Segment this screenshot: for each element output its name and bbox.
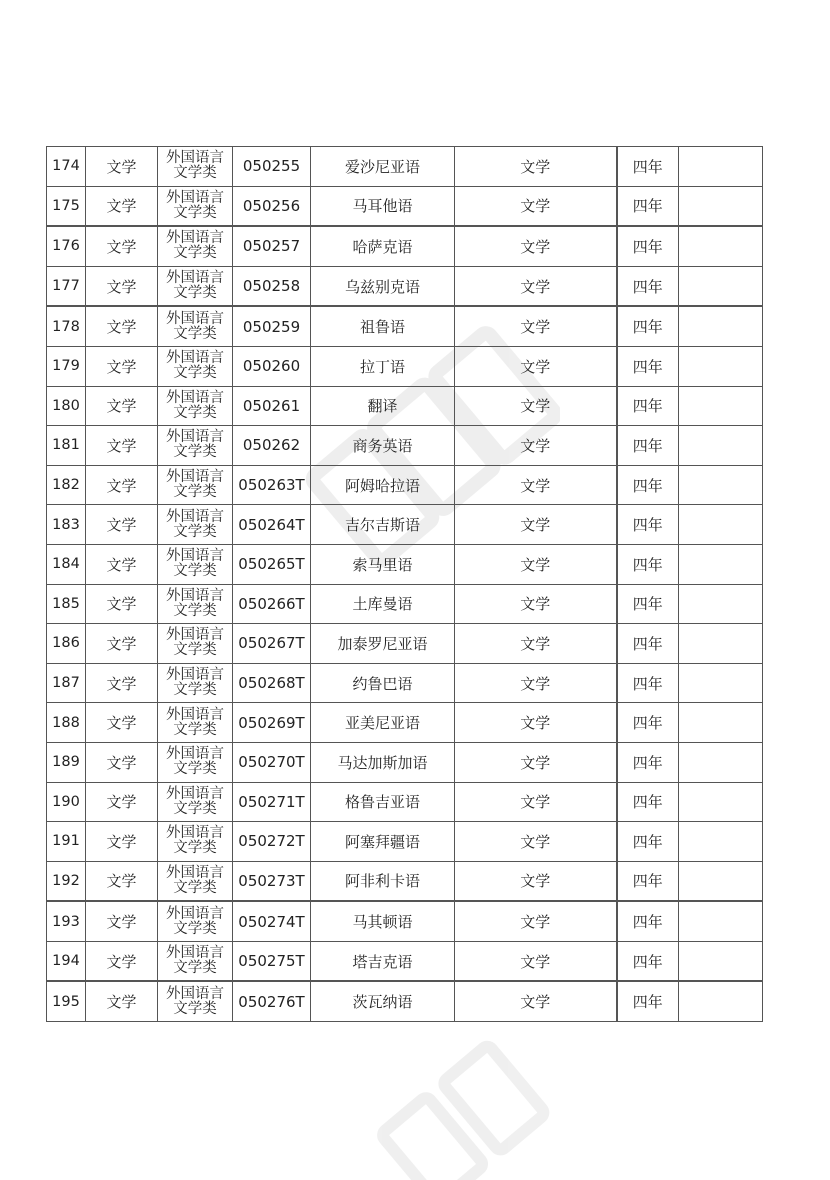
table-row [47,703,763,743]
major-class-line2: 文学类 [173,325,217,342]
degree-type: 文学 [455,822,617,862]
note-cell [679,386,763,426]
note-cell [679,505,763,545]
major-code: 050268T [233,663,311,703]
major-class [158,584,233,624]
degree-type: 文学 [455,186,617,226]
major-name: 翻译 [311,386,455,426]
major-code: 050264T [233,505,311,545]
major-class-line2: 文学类 [173,642,217,659]
major-class-line1: 外国语言 [166,627,224,644]
study-duration: 四年 [617,505,679,545]
major-class-line1: 外国语言 [166,985,224,1002]
major-code: 050260 [233,346,311,386]
major-code: 050259 [233,306,311,346]
discipline-category: 文学 [86,663,158,703]
row-number: 191 [47,822,86,862]
study-duration: 四年 [617,782,679,822]
major-code: 050270T [233,742,311,782]
note-cell [679,981,763,1021]
discipline-category: 文学 [86,147,158,187]
major-name: 约鲁巴语 [311,663,455,703]
degree-type: 文学 [455,226,617,266]
major-class-line1: 外国语言 [166,189,224,206]
degree-type: 文学 [455,941,617,981]
major-code: 050266T [233,584,311,624]
major-class-line1: 外国语言 [166,706,224,723]
major-code: 050262 [233,426,311,466]
major-class-line2: 文学类 [173,563,217,580]
table-row [47,782,763,822]
major-class-line1: 外国语言 [166,825,224,842]
major-class [158,742,233,782]
degree-type: 文学 [455,147,617,187]
discipline-category: 文学 [86,584,158,624]
table-row [47,346,763,386]
study-duration: 四年 [617,147,679,187]
study-duration: 四年 [617,186,679,226]
major-class-line2: 文学类 [173,204,217,221]
major-code: 050267T [233,624,311,664]
major-class-line1: 外国语言 [166,746,224,763]
major-class [158,822,233,862]
note-cell [679,584,763,624]
note-cell [679,186,763,226]
discipline-category: 文学 [86,306,158,346]
discipline-category: 文学 [86,742,158,782]
study-duration: 四年 [617,426,679,466]
major-name: 马达加斯加语 [311,742,455,782]
study-duration: 四年 [617,266,679,306]
major-class [158,186,233,226]
row-number: 175 [47,186,86,226]
major-name: 格鲁吉亚语 [311,782,455,822]
major-class-line2: 文学类 [173,721,217,738]
row-number: 194 [47,941,86,981]
note-cell [679,544,763,584]
major-code: 050261 [233,386,311,426]
major-class-line1: 外国语言 [166,270,224,287]
study-duration: 四年 [617,981,679,1021]
table-row [47,544,763,584]
table-row [47,941,763,981]
major-name: 阿塞拜疆语 [311,822,455,862]
degree-type: 文学 [455,624,617,664]
major-class-line2: 文学类 [173,245,217,262]
major-name: 马其顿语 [311,901,455,941]
table-row [47,981,763,1021]
major-name: 祖鲁语 [311,306,455,346]
discipline-category: 文学 [86,426,158,466]
major-code: 050257 [233,226,311,266]
major-name: 阿姆哈拉语 [311,465,455,505]
major-class [158,861,233,901]
row-number: 189 [47,742,86,782]
discipline-category: 文学 [86,465,158,505]
major-class-line2: 文学类 [173,602,217,619]
major-class-line2: 文学类 [173,800,217,817]
degree-type: 文学 [455,703,617,743]
row-number: 174 [47,147,86,187]
study-duration: 四年 [617,544,679,584]
major-class-line1: 外国语言 [166,548,224,565]
major-name: 索马里语 [311,544,455,584]
table-row [47,426,763,466]
table-row [47,147,763,187]
major-class-line1: 外国语言 [166,429,224,446]
table-row [47,663,763,703]
major-class [158,941,233,981]
note-cell [679,822,763,862]
degree-type: 文学 [455,505,617,545]
discipline-category: 文学 [86,822,158,862]
discipline-category: 文学 [86,901,158,941]
major-name: 吉尔吉斯语 [311,505,455,545]
major-name: 爱沙尼亚语 [311,147,455,187]
major-class [158,663,233,703]
row-number: 176 [47,226,86,266]
major-class-line2: 文学类 [173,365,217,382]
note-cell [679,266,763,306]
major-class-line1: 外国语言 [166,667,224,684]
note-cell [679,624,763,664]
discipline-category: 文学 [86,703,158,743]
table-row [47,901,763,941]
degree-type: 文学 [455,465,617,505]
degree-type: 文学 [455,782,617,822]
major-class-line2: 文学类 [173,444,217,461]
row-number: 193 [47,901,86,941]
study-duration: 四年 [617,386,679,426]
note-cell [679,663,763,703]
study-duration: 四年 [617,663,679,703]
discipline-category: 文学 [86,386,158,426]
table-row [47,306,763,346]
degree-type: 文学 [455,901,617,941]
note-cell [679,941,763,981]
major-class-line1: 外国语言 [166,945,224,962]
study-duration: 四年 [617,624,679,664]
major-class-line1: 外国语言 [166,785,224,802]
major-name: 塔吉克语 [311,941,455,981]
degree-type: 文学 [455,663,617,703]
study-duration: 四年 [617,226,679,266]
discipline-category: 文学 [86,624,158,664]
degree-type: 文学 [455,584,617,624]
discipline-category: 文学 [86,505,158,545]
major-class [158,226,233,266]
note-cell [679,226,763,266]
major-code: 050258 [233,266,311,306]
watermark [360,1030,560,1180]
major-name: 土库曼语 [311,584,455,624]
row-number: 195 [47,981,86,1021]
major-class [158,624,233,664]
table-row [47,584,763,624]
major-name: 商务英语 [311,426,455,466]
degree-type: 文学 [455,346,617,386]
major-class-line1: 外国语言 [166,905,224,922]
row-number: 179 [47,346,86,386]
discipline-category: 文学 [86,186,158,226]
discipline-category: 文学 [86,544,158,584]
major-class [158,266,233,306]
major-class [158,782,233,822]
discipline-category: 文学 [86,981,158,1021]
row-number: 180 [47,386,86,426]
major-class-line1: 外国语言 [166,469,224,486]
major-code: 050256 [233,186,311,226]
major-code: 050269T [233,703,311,743]
row-number: 185 [47,584,86,624]
row-number: 187 [47,663,86,703]
table-row [47,465,763,505]
major-code: 050263T [233,465,311,505]
major-class [158,981,233,1021]
major-class [158,505,233,545]
major-name: 加泰罗尼亚语 [311,624,455,664]
major-code: 050271T [233,782,311,822]
major-class-line2: 文学类 [173,920,217,937]
degree-type: 文学 [455,386,617,426]
major-class [158,703,233,743]
table-row [47,186,763,226]
note-cell [679,742,763,782]
major-class-line2: 文学类 [173,165,217,182]
major-name: 亚美尼亚语 [311,703,455,743]
degree-type: 文学 [455,861,617,901]
major-code: 050255 [233,147,311,187]
major-class [158,147,233,187]
major-class [158,346,233,386]
study-duration: 四年 [617,901,679,941]
discipline-category: 文学 [86,782,158,822]
study-duration: 四年 [617,941,679,981]
row-number: 177 [47,266,86,306]
study-duration: 四年 [617,465,679,505]
row-number: 184 [47,544,86,584]
major-name: 马耳他语 [311,186,455,226]
note-cell [679,147,763,187]
degree-type: 文学 [455,981,617,1021]
degree-type: 文学 [455,266,617,306]
major-class-line2: 文学类 [173,682,217,699]
major-class-line2: 文学类 [173,523,217,540]
major-class-line2: 文学类 [173,285,217,302]
degree-type: 文学 [455,742,617,782]
major-code: 050265T [233,544,311,584]
note-cell [679,306,763,346]
study-duration: 四年 [617,703,679,743]
major-name: 乌兹别克语 [311,266,455,306]
major-class-line1: 外国语言 [166,864,224,881]
major-class-line2: 文学类 [173,840,217,857]
major-class [158,426,233,466]
note-cell [679,465,763,505]
study-duration: 四年 [617,306,679,346]
degree-type: 文学 [455,426,617,466]
note-cell [679,861,763,901]
major-code: 050275T [233,941,311,981]
study-duration: 四年 [617,346,679,386]
study-duration: 四年 [617,822,679,862]
major-name: 阿非利卡语 [311,861,455,901]
note-cell [679,426,763,466]
major-class [158,901,233,941]
discipline-category: 文学 [86,941,158,981]
majors-table [46,146,763,1022]
degree-type: 文学 [455,306,617,346]
note-cell [679,703,763,743]
note-cell [679,346,763,386]
major-class-line1: 外国语言 [166,508,224,525]
row-number: 181 [47,426,86,466]
table-row [47,861,763,901]
major-class-line1: 外国语言 [166,230,224,247]
note-cell [679,782,763,822]
major-class [158,544,233,584]
major-class-line2: 文学类 [173,960,217,977]
major-name: 茨瓦纳语 [311,981,455,1021]
major-code: 050273T [233,861,311,901]
major-class-line2: 文学类 [173,879,217,896]
degree-type: 文学 [455,544,617,584]
major-class [158,465,233,505]
row-number: 182 [47,465,86,505]
table-row [47,386,763,426]
discipline-category: 文学 [86,226,158,266]
row-number: 190 [47,782,86,822]
row-number: 188 [47,703,86,743]
table-row [47,505,763,545]
major-class-line1: 外国语言 [166,310,224,327]
study-duration: 四年 [617,861,679,901]
major-class-line2: 文学类 [173,1000,217,1017]
row-number: 186 [47,624,86,664]
major-class-line2: 文学类 [173,761,217,778]
discipline-category: 文学 [86,861,158,901]
table-row [47,624,763,664]
row-number: 192 [47,861,86,901]
table-row [47,226,763,266]
major-class-line1: 外国语言 [166,150,224,167]
major-code: 050276T [233,981,311,1021]
major-class [158,386,233,426]
major-class [158,306,233,346]
major-code: 050274T [233,901,311,941]
major-class-line1: 外国语言 [166,389,224,406]
note-cell [679,901,763,941]
row-number: 183 [47,505,86,545]
study-duration: 四年 [617,742,679,782]
table-row [47,742,763,782]
major-class-line2: 文学类 [173,404,217,421]
discipline-category: 文学 [86,266,158,306]
row-number: 178 [47,306,86,346]
major-class-line1: 外国语言 [166,587,224,604]
major-name: 哈萨克语 [311,226,455,266]
study-duration: 四年 [617,584,679,624]
table-row [47,822,763,862]
table-row [47,266,763,306]
major-class-line1: 外国语言 [166,350,224,367]
major-class-line2: 文学类 [173,484,217,501]
major-code: 050272T [233,822,311,862]
major-name: 拉丁语 [311,346,455,386]
discipline-category: 文学 [86,346,158,386]
